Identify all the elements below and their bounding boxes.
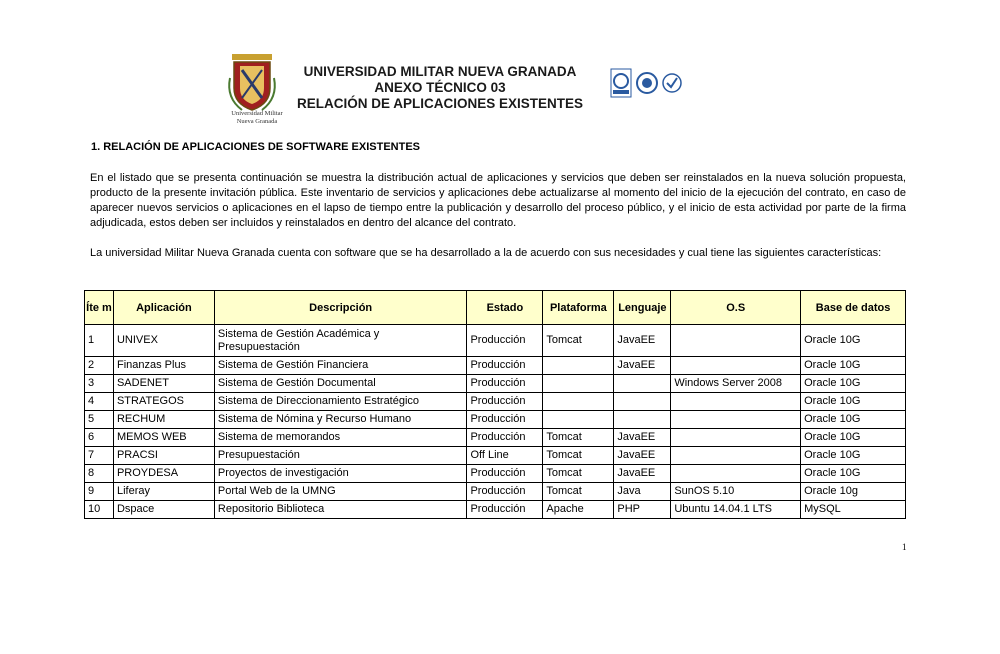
table-cell: Oracle 10G	[801, 325, 906, 357]
table-row	[85, 357, 906, 375]
table-cell: JavaEE	[614, 429, 671, 447]
iso-seal-icon	[635, 68, 659, 98]
table-cell: Sistema de Direccionamiento Estratégico	[214, 393, 467, 411]
column-header: Íte m	[85, 291, 114, 325]
table-row	[85, 325, 906, 357]
column-header: Aplicación	[113, 291, 214, 325]
table-cell: Oracle 10G	[801, 393, 906, 411]
table-row	[85, 501, 906, 519]
table-cell	[671, 447, 801, 465]
table-cell: Oracle 10G	[801, 375, 906, 393]
table-cell: PROYDESA	[113, 465, 214, 483]
table-cell: Liferay	[113, 483, 214, 501]
table-cell	[614, 393, 671, 411]
column-header: Plataforma	[543, 291, 614, 325]
table-cell	[671, 393, 801, 411]
table-cell: Proyectos de investigación	[214, 465, 467, 483]
table-cell: Sistema de Gestión Académica y Presupuestación	[214, 325, 467, 357]
table-cell	[614, 411, 671, 429]
column-header: O.S	[671, 291, 801, 325]
table-cell: 2	[85, 357, 114, 375]
table-cell: PHP	[614, 501, 671, 519]
table-cell: STRATEGOS	[113, 393, 214, 411]
quality-seal-icon	[661, 68, 683, 98]
table-cell: Repositorio Biblioteca	[214, 501, 467, 519]
table-row	[85, 447, 906, 465]
table-cell: Sistema de Gestión Documental	[214, 375, 467, 393]
applications-table	[84, 290, 906, 519]
table-cell: Windows Server 2008	[671, 375, 801, 393]
table-row	[85, 429, 906, 447]
table-cell: Finanzas Plus	[113, 357, 214, 375]
table-cell: RECHUM	[113, 411, 214, 429]
table-cell: Oracle 10G	[801, 357, 906, 375]
table-cell: SADENET	[113, 375, 214, 393]
table-cell	[671, 411, 801, 429]
table-cell: JavaEE	[614, 357, 671, 375]
table-cell: Sistema de memorandos	[214, 429, 467, 447]
logo-caption-line1: Universidad Militar	[231, 110, 283, 117]
table-cell: Portal Web de la UMNG	[214, 483, 467, 501]
table-cell: Off Line	[467, 447, 543, 465]
table-cell: 7	[85, 447, 114, 465]
table-cell: Producción	[467, 465, 543, 483]
table-body	[85, 325, 906, 519]
table-cell: PRACSI	[113, 447, 214, 465]
table-row	[85, 465, 906, 483]
table-cell: Oracle 10G	[801, 429, 906, 447]
table-row	[85, 483, 906, 501]
logo-caption-line2: Nueva Granada	[236, 118, 278, 125]
table-cell: JavaEE	[614, 325, 671, 357]
table-cell: UNIVEX	[113, 325, 214, 357]
table-cell: Tomcat	[543, 483, 614, 501]
table-cell: 6	[85, 429, 114, 447]
table-cell: Sistema de Nómina y Recurso Humano	[214, 411, 467, 429]
table-cell: 3	[85, 375, 114, 393]
table-cell: 8	[85, 465, 114, 483]
table-cell: Tomcat	[543, 465, 614, 483]
table-cell	[543, 375, 614, 393]
table-cell: Producción	[467, 483, 543, 501]
logo-caption	[222, 110, 292, 126]
table-cell: 10	[85, 501, 114, 519]
table-cell: Producción	[467, 429, 543, 447]
title-line1: UNIVERSIDAD MILITAR NUEVA GRANADA	[303, 64, 577, 79]
table-cell: 5	[85, 411, 114, 429]
table-cell: SunOS 5.10	[671, 483, 801, 501]
table-cell: Producción	[467, 393, 543, 411]
table-cell: Producción	[467, 411, 543, 429]
table-cell: Tomcat	[543, 325, 614, 357]
table-cell: Producción	[467, 357, 543, 375]
table-cell: 9	[85, 483, 114, 501]
page-number: 1	[902, 542, 907, 552]
column-header: Lenguaje	[614, 291, 671, 325]
section-heading: 1. RELACIÓN DE APLICACIONES DE SOFTWARE EXISTENTES	[91, 141, 421, 153]
table-row	[85, 375, 906, 393]
table-cell: Presupuestación	[214, 447, 467, 465]
table-row	[85, 411, 906, 429]
table-cell	[671, 465, 801, 483]
table-cell	[614, 375, 671, 393]
table-cell	[671, 325, 801, 357]
column-header: Base de datos	[801, 291, 906, 325]
table-cell: Oracle 10G	[801, 447, 906, 465]
table-header-row	[85, 291, 906, 325]
table-cell	[671, 357, 801, 375]
intro-paragraph: En el listado que se presenta continuación se muestra la distribución actual de aplicaciones y servicios que deben ser reinstalados en la nueva solución propuesta, producto de la presente invitación pública. Este inventario de servicios y aplicaciones debe actualizarse al momento del inicio de la ejecución del contrato, en caso de aparecer nuevos servicios o aplicaciones en el lapso de tiempo entre la publicación y desarrollo del proceso público, y el inicio de esta actividad por parte de la firma adjudicada, estos deben ser incluidos y reinstalados en dentro del alcance del contrato.	[90, 172, 906, 229]
table-cell: Producción	[467, 375, 543, 393]
table-cell: MEMOS WEB	[113, 429, 214, 447]
table-cell: Apache	[543, 501, 614, 519]
certification-seal-icon	[610, 68, 632, 98]
table-cell	[543, 393, 614, 411]
table-cell: JavaEE	[614, 447, 671, 465]
table-cell	[543, 357, 614, 375]
table-cell: Tomcat	[543, 429, 614, 447]
table-cell: MySQL	[801, 501, 906, 519]
table-cell: Oracle 10G	[801, 411, 906, 429]
table-cell: JavaEE	[614, 465, 671, 483]
document-header	[0, 48, 1000, 138]
table-row	[85, 393, 906, 411]
description-paragraph: La universidad Militar Nueva Granada cuenta con software que se ha desarrollado a la de acuerdo con sus necesidades y cual tiene las siguientes características:	[90, 247, 882, 259]
table-cell: Oracle 10g	[801, 483, 906, 501]
table-cell: Producción	[467, 325, 543, 357]
column-header: Descripción	[214, 291, 467, 325]
document-title	[290, 64, 590, 112]
table-cell: Producción	[467, 501, 543, 519]
table-cell: Tomcat	[543, 447, 614, 465]
table-cell: 4	[85, 393, 114, 411]
table-cell: Java	[614, 483, 671, 501]
table-cell: 1	[85, 325, 114, 357]
table-cell	[543, 411, 614, 429]
table-cell	[671, 429, 801, 447]
table-cell: Dspace	[113, 501, 214, 519]
table-cell: Sistema de Gestión Financiera	[214, 357, 467, 375]
table-cell: Oracle 10G	[801, 465, 906, 483]
column-header: Estado	[467, 291, 543, 325]
title-line3: RELACIÓN DE APLICACIONES EXISTENTES	[296, 96, 584, 111]
table-cell: Ubuntu 14.04.1 LTS	[671, 501, 801, 519]
title-line2: ANEXO TÉCNICO 03	[374, 80, 506, 95]
